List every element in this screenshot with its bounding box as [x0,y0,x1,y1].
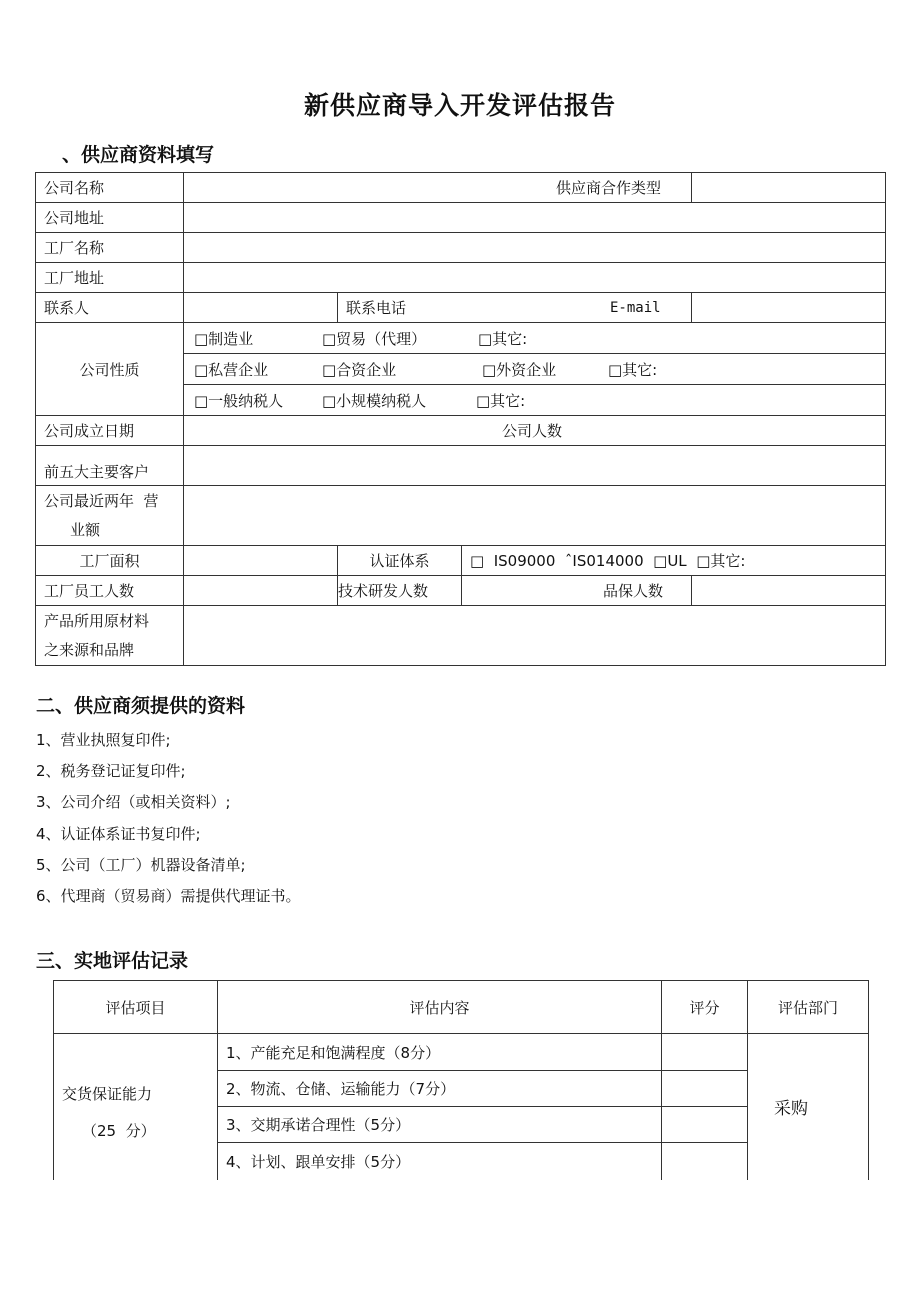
headcount-label: 公司人数 [184,416,886,446]
nature-other2-checkbox[interactable]: □其它: [608,360,658,379]
cert-label: 认证体系 [338,546,462,576]
score-field-3[interactable] [662,1107,748,1143]
factory-area-field[interactable] [184,546,338,576]
company-address-field[interactable] [184,203,886,233]
delivery-capability-label: 交货保证能力 [62,1085,153,1103]
phone-label: 联系电话 [346,299,407,317]
nature-small-taxpayer-checkbox[interactable]: □小规模纳税人 [322,391,427,410]
eval-content-3: 3、交期承诺合理性（5分） [218,1107,662,1143]
required-documents-list [36,725,301,912]
eval-content-4: 4、计划、跟单安排（5分） [218,1143,662,1180]
header-score: 评分 [662,981,748,1034]
delivery-capability-score: （25 分） [82,1122,156,1140]
email-field[interactable] [692,293,886,323]
score-field-1[interactable] [662,1034,748,1071]
supplier-info-table [35,172,886,666]
section3-heading: 三、实地评估记录 [36,950,189,972]
coop-type-field[interactable] [692,173,886,203]
rd-staff-label: 技术研发人数 [338,576,462,606]
delivery-capability-cell [54,1034,218,1180]
workers-label: 工厂员工人数 [36,576,184,606]
header-dept: 评估部门 [748,981,869,1034]
list-item: 6、代理商（贸易商）需提供代理证书。 [36,886,301,905]
list-item: 2、税务登记证复印件; [36,762,186,781]
evaluation-table [53,980,869,1180]
founded-label: 公司成立日期 [36,416,184,446]
materials-label-line1: 产品所用原材料 [44,611,150,630]
contact-field[interactable] [184,293,338,323]
email-label: E-mail [610,300,661,316]
company-address-label: 公司地址 [36,203,184,233]
eval-dept: 采购 [748,1034,869,1180]
list-item: 4、认证体系证书复印件; [36,824,201,843]
nature-other1-checkbox[interactable]: □其它: [478,329,528,348]
section2-heading: 二、供应商须提供的资料 [36,695,246,717]
nature-other3-checkbox[interactable]: □其它: [476,391,526,410]
top-customers-label: 前五大主要客户 [36,446,184,486]
company-nature-label: 公司性质 [36,323,184,416]
nature-foreign-checkbox[interactable]: □外资企业 [482,360,557,379]
eval-content-2: 2、物流、仓储、运输能力（7分） [218,1071,662,1107]
eval-content-1: 1、产能充足和饱满程度（8分） [218,1034,662,1071]
cert-options[interactable]: □ IS09000 ˆIS014000 □UL □其它: [462,546,886,576]
nature-private-checkbox[interactable]: □私营企业 [194,360,269,379]
turnover-label [36,486,184,546]
workers-field[interactable] [184,576,338,606]
nature-row-3 [184,385,886,416]
qa-staff-field[interactable] [692,576,886,606]
turnover-label-line1: 公司最近两年 营 [44,491,159,510]
score-field-4[interactable] [662,1143,748,1180]
header-content: 评估内容 [218,981,662,1034]
nature-row-2 [184,354,886,385]
turnover-field[interactable] [184,486,886,546]
factory-name-field[interactable] [184,233,886,263]
factory-address-field[interactable] [184,263,886,293]
nature-jv-checkbox[interactable]: □合资企业 [322,360,397,379]
header-item: 评估项目 [54,981,218,1034]
nature-trade-checkbox[interactable]: □贸易（代理） [322,329,427,348]
qa-staff-label: 品保人数 [462,576,692,606]
score-field-2[interactable] [662,1071,748,1107]
list-item: 1、营业执照复印件; [36,731,171,749]
page-title: 新供应商导入开发评估报告 [303,91,616,120]
factory-address-label: 工厂地址 [36,263,184,293]
nature-manufacturing-checkbox[interactable]: □制造业 [194,329,254,348]
list-item: 3、公司介绍（或相关资料）; [36,793,231,812]
materials-label [36,606,184,666]
factory-area-label: 工厂面积 [36,546,184,576]
materials-label-line2: 之来源和品牌 [44,640,135,659]
turnover-label-line2: 业额 [70,520,101,539]
phone-cell[interactable] [338,293,692,323]
nature-general-taxpayer-checkbox[interactable]: □一般纳税人 [194,391,284,410]
nature-row-1 [184,323,886,354]
materials-field[interactable] [184,606,886,666]
section1-heading: 、供应商资料填写 [62,144,215,166]
factory-name-label: 工厂名称 [36,233,184,263]
company-name-label: 公司名称 [36,173,184,203]
list-item: 5、公司（工厂）机器设备清单; [36,855,246,874]
contact-label: 联系人 [36,293,184,323]
coop-type-label: 供应商合作类型 [184,173,692,203]
top-customers-field[interactable] [184,446,886,486]
